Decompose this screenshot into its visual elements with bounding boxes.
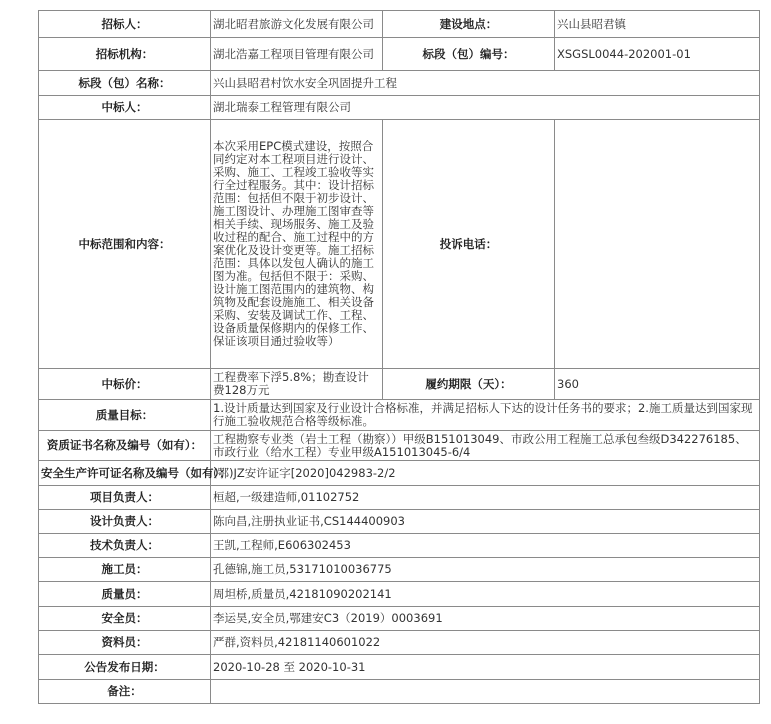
agency-label: 招标机构：	[39, 38, 211, 71]
qualification-label: 资质证书名称及编号（如有）：	[39, 431, 211, 461]
winner-value: 湖北瑞泰工程管理有限公司	[211, 96, 760, 120]
price-label: 中标价：	[39, 369, 211, 400]
design-manager-value: 陈向昌,注册执业证书,CS144400903	[211, 510, 760, 534]
scope-value: 本次采用EPC模式建设，按照合同约定对本工程项目进行设计、采购、施工、工程竣工验收等实行全过程服务。其中：设计招标范围：包括但不限于初步设计、施工图设计、办理施工图审查等相关手续、现场服务、施工及验收过程的配合、施工过程中的方案优化及设计变更等。施工招标范围：具体以发包人确认的施工图为准。包括但不限于：采购、设计施工图范围内的建筑物、构筑物及配套设施施工、相关设备采购、安装及调试工作、工程、设备质量保修期内的保修工作、保证该项目通过验收等）	[211, 120, 383, 369]
agency-value: 湖北浩嘉工程项目管理有限公司	[211, 38, 383, 71]
site-label: 建设地点：	[383, 11, 555, 38]
document-officer-label: 资料员：	[39, 631, 211, 655]
table-row	[39, 558, 760, 582]
section-no-value: XSGSL0044-202001-01	[555, 38, 760, 71]
project-manager-value: 桓超,一级建造师,01102752	[211, 486, 760, 510]
table-row	[39, 534, 760, 558]
project-manager-label: 项目负责人：	[39, 486, 211, 510]
table-row	[39, 96, 760, 120]
tech-manager-label: 技术负责人：	[39, 534, 211, 558]
period-value: 360	[555, 369, 760, 400]
table-row	[39, 38, 760, 71]
tenderer-value: 湖北昭君旅游文化发展有限公司	[211, 11, 383, 38]
table-row	[39, 631, 760, 655]
table-row	[39, 680, 760, 704]
tech-manager-value: 王凯,工程师,E606302453	[211, 534, 760, 558]
publish-date-value: 2020-10-28 至 2020-10-31	[211, 655, 760, 680]
period-label: 履约期限（天）：	[383, 369, 555, 400]
quality-officer-label: 质量员：	[39, 582, 211, 607]
winner-label: 中标人：	[39, 96, 211, 120]
qualification-value: 工程勘察专业类（岩土工程（勘察））甲级B151013049、市政公用工程施工总承包叁级D342276185、市政行业（给水工程）专业甲级A151013045-6/4	[211, 431, 760, 461]
scope-label: 中标范围和内容：	[39, 120, 211, 369]
price-value: 工程费率下浮5.8%；勘查设计费128万元	[211, 369, 383, 400]
construction-officer-value: 孔德锦,施工员,53171010036775	[211, 558, 760, 582]
quality-target-label: 质量目标：	[39, 400, 211, 431]
complaint-value	[555, 120, 760, 369]
section-name-label: 标段（包）名称：	[39, 71, 211, 96]
site-value: 兴山县昭君镇	[555, 11, 760, 38]
safety-officer-value: 李运昊,安全员,鄂建安C3（2019）0003691	[211, 607, 760, 631]
construction-officer-label: 施工员：	[39, 558, 211, 582]
design-manager-label: 设计负责人：	[39, 510, 211, 534]
safety-license-label: 安全生产许可证名称及编号（如有）：	[39, 461, 211, 486]
quality-officer-value: 周坦桥,质量员,42181090202141	[211, 582, 760, 607]
quality-target-value: 1.设计质量达到国家及行业设计合格标准，并满足招标人下达的设计任务书的要求；2.施工质量达到国家现行施工验收规范合格等级标准。	[211, 400, 760, 431]
bid-result-table	[38, 10, 760, 704]
table-row	[39, 486, 760, 510]
table-row	[39, 431, 760, 461]
remarks-label: 备注：	[39, 680, 211, 704]
table-row	[39, 400, 760, 431]
table-row	[39, 71, 760, 96]
table-row	[39, 120, 760, 369]
table-row	[39, 607, 760, 631]
complaint-label: 投诉电话：	[383, 120, 555, 369]
table-row	[39, 582, 760, 607]
table-row	[39, 655, 760, 680]
section-name-value: 兴山县昭君村饮水安全巩固提升工程	[211, 71, 760, 96]
publish-date-label: 公告发布日期：	[39, 655, 211, 680]
table-row	[39, 461, 760, 486]
table-row	[39, 510, 760, 534]
remarks-value	[211, 680, 760, 704]
table-row	[39, 369, 760, 400]
table-row	[39, 11, 760, 38]
safety-license-value: (鄂)JZ安许证字[2020]042983-2/2	[211, 461, 760, 486]
section-no-label: 标段（包）编号：	[383, 38, 555, 71]
tenderer-label: 招标人：	[39, 11, 211, 38]
safety-officer-label: 安全员：	[39, 607, 211, 631]
document-officer-value: 严群,资料员,42181140601022	[211, 631, 760, 655]
